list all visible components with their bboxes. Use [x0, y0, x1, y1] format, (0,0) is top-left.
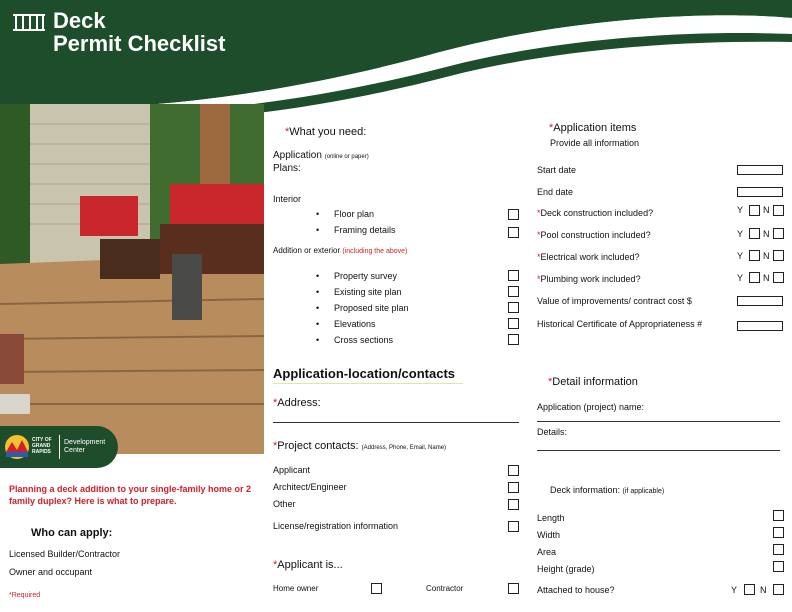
page-title [53, 9, 225, 55]
city-logo [0, 426, 118, 468]
address-label: *Address: [273, 397, 321, 409]
addition-item-elevations: • Elevations [316, 319, 376, 329]
attached-house-label: Attached to house? [537, 585, 615, 595]
applicant-checkbox[interactable] [508, 465, 519, 476]
deck-info-label: Deck information: (if applicable) [550, 485, 665, 495]
historical-certificate-field[interactable] [737, 321, 783, 331]
addition-item-proposed: • Proposed site plan [316, 303, 409, 313]
electrical-work-n-label: N [763, 251, 770, 261]
deck-construction-label: *Deck construction included? [537, 208, 654, 218]
application-items-heading: *Application items [549, 122, 637, 134]
intro-text: Planning a deck addition to your single-family home or 2 family duplex? Here is what to prepare. [9, 484, 252, 506]
plumbing-work-label: *Plumbing work included? [537, 274, 641, 284]
floor-plan-checkbox[interactable] [508, 209, 519, 220]
electrical-work-y-label: Y [737, 251, 744, 261]
deck-length-checkbox[interactable] [773, 510, 784, 521]
start-date-field[interactable] [737, 165, 783, 175]
interior-item-floor-plan: • Floor plan [316, 209, 375, 219]
architect-checkbox[interactable] [508, 482, 519, 493]
pool-construction-no-box[interactable] [773, 228, 784, 239]
logo-divider [59, 435, 60, 459]
contact-architect: Architect/Engineer [273, 482, 347, 492]
value-improvements-field[interactable] [737, 296, 783, 306]
plans-label: Plans: [273, 163, 301, 174]
contact-other: Other [273, 499, 296, 509]
details-label: Details: [537, 427, 568, 437]
pool-construction-label: *Pool construction included? [537, 230, 651, 240]
deck-width-checkbox[interactable] [773, 527, 784, 538]
electrical-work-label: *Electrical work included? [537, 252, 640, 262]
title-line-2: Permit Checklist [53, 31, 226, 56]
details-line[interactable] [537, 450, 780, 451]
framing-details-checkbox[interactable] [508, 227, 519, 238]
existing-site-plan-checkbox[interactable] [508, 286, 519, 297]
deck-width-label: Width [537, 530, 561, 540]
proposed-site-plan-checkbox[interactable] [508, 302, 519, 313]
who-item-2: Owner and occupant [9, 567, 93, 577]
license-label: License/registration information [273, 521, 399, 531]
who-item-1: Licensed Builder/Contractor [9, 549, 121, 559]
electrical-work-no-box[interactable] [773, 250, 784, 261]
deck-photo [0, 104, 264, 454]
deck-railing-icon [12, 12, 46, 32]
deck-length-label: Length [537, 513, 565, 523]
logo-city-2: GRAND [32, 443, 51, 449]
property-survey-checkbox[interactable] [508, 270, 519, 281]
what-you-need-heading: *What you need: [285, 126, 367, 138]
home-owner-checkbox[interactable] [371, 583, 382, 594]
contractor-checkbox[interactable] [508, 583, 519, 594]
attached-n-label: N [760, 585, 767, 595]
deck-height-label: Height (grade) [537, 564, 595, 574]
project-name-line[interactable] [537, 421, 780, 422]
applicant-is-heading: *Applicant is... [273, 559, 343, 571]
start-date-label: Start date [537, 165, 577, 175]
electrical-work-yes-box[interactable] [749, 250, 760, 261]
end-date-field[interactable] [737, 187, 783, 197]
home-owner-option: Home owner [273, 584, 319, 593]
addition-label: Addition or exterior (including the above) [273, 246, 408, 255]
detail-information-heading: *Detail information [548, 376, 638, 388]
deck-construction-yn: Y [737, 205, 744, 215]
pool-construction-n-label: N [763, 229, 770, 239]
contact-applicant: Applicant [273, 465, 311, 475]
deck-height-checkbox[interactable] [773, 561, 784, 572]
attached-yes-box[interactable] [744, 584, 755, 595]
license-checkbox[interactable] [508, 521, 519, 532]
other-checkbox[interactable] [508, 499, 519, 510]
plumbing-work-yes-box[interactable] [749, 272, 760, 283]
addition-item-cross: • Cross sections [316, 335, 394, 345]
plumbing-work-n-label: N [763, 273, 770, 283]
plumbing-work-y-label: Y [737, 273, 744, 283]
application-label: Application (online or paper) [273, 150, 369, 161]
deck-construction-n-label: N [763, 205, 770, 215]
logo-center-1: Development [64, 439, 106, 446]
value-improvements-label: Value of improvements/ contract cost $ [537, 296, 692, 306]
deck-construction-yes-box[interactable] [749, 205, 760, 216]
cross-sections-checkbox[interactable] [508, 334, 519, 345]
heading-underline [273, 383, 463, 384]
attached-y-label: Y [731, 585, 738, 595]
addition-item-survey: • Property survey [316, 271, 398, 281]
deck-area-checkbox[interactable] [773, 544, 784, 555]
plumbing-work-no-box[interactable] [773, 272, 784, 283]
required-note: *Required [9, 592, 41, 599]
attached-no-box[interactable] [773, 584, 784, 595]
title-line-1: Deck [53, 8, 106, 33]
logo-center-2: Center [64, 447, 86, 454]
interior-label: Interior [273, 194, 302, 204]
pool-construction-y-label: Y [737, 229, 744, 239]
historical-certificate-label: Historical Certificate of Appropriateness # [537, 319, 703, 329]
project-name-label: Application (project) name: [537, 402, 645, 412]
address-line[interactable] [273, 422, 519, 423]
interior-item-framing: • Framing details [316, 225, 396, 235]
logo-city-1: CITY OF [32, 437, 52, 443]
city-mark-icon [4, 434, 30, 460]
application-items-subheading: Provide all information [550, 138, 640, 148]
logo-city-3: RAPIDS [32, 449, 51, 455]
deck-area-label: Area [537, 547, 557, 557]
project-contacts-label: *Project contacts: (Address, Phone, Email, Name) [273, 440, 447, 452]
addition-item-existing: • Existing site plan [316, 287, 402, 297]
end-date-label: End date [537, 187, 574, 197]
contractor-option: Contractor [426, 584, 464, 593]
deck-construction-no-box[interactable] [773, 205, 784, 216]
who-heading: Who can apply: [31, 527, 113, 539]
application-location-heading: Application-location/contacts [273, 366, 456, 381]
pool-construction-yes-box[interactable] [749, 228, 760, 239]
elevations-checkbox[interactable] [508, 318, 519, 329]
